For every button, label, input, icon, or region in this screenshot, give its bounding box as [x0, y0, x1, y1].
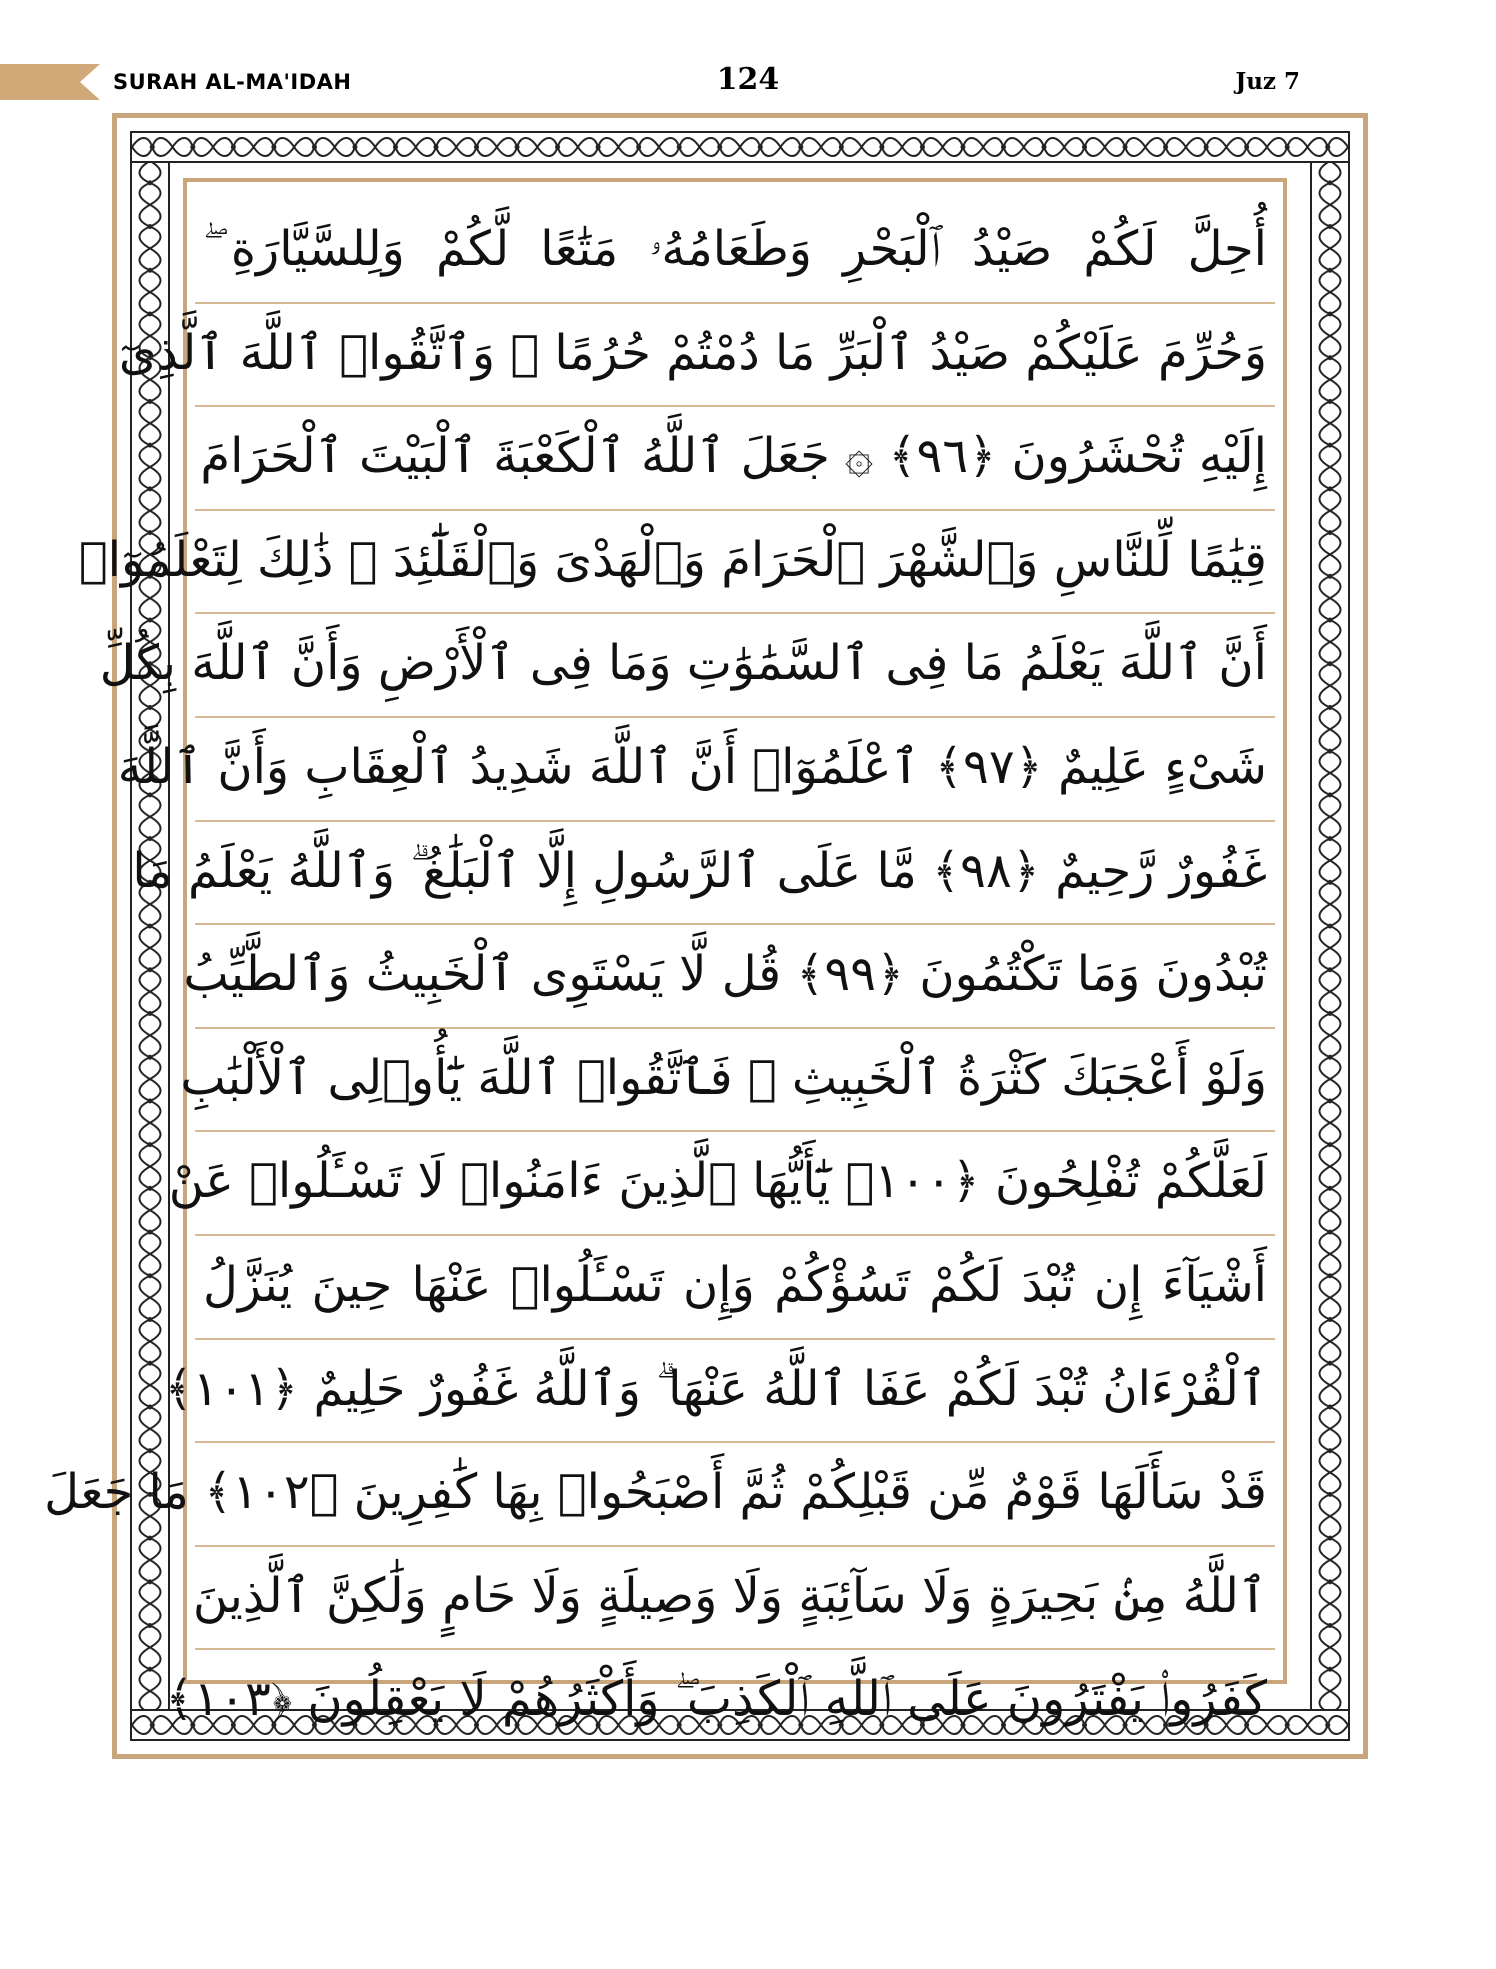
text-line: قِيَٰمًا لِّلنَّاسِ وَٱلشَّهْرَ ٱلْحَرَامَ وَٱلْهَدْىَ وَٱلْقَلَٰٓئِدَ ۚ ذَٰلِكَ لِتَعْلَمُوٓا۟ — [195, 511, 1275, 615]
text-line: ٱللَّهُ مِنۢ بَحِيرَةٍ وَلَا سَآئِبَةٍ وَلَا وَصِيلَةٍ وَلَا حَامٍ وَلَٰكِنَّ ٱلَّذِينَ — [195, 1547, 1275, 1651]
text-line: أُحِلَّ لَكُمْ صَيْدُ ٱلْبَحْرِ وَطَعَامُهُۥ مَتَٰعًا لَّكُمْ وَلِلسَّيَّارَةِ ۖ — [195, 200, 1275, 304]
surah-title: SURAH AL-MA'IDAH — [113, 70, 352, 94]
ornament-band-right — [1310, 161, 1348, 1711]
page-frame — [44, 113, 1368, 1759]
text-line: قَدْ سَأَلَهَا قَوْمٌ مِّن قَبْلِكُمْ ثُمَّ أَصْبَحُوا۟ بِهَا كَٰفِرِينَ ﴿١٠٢﴾ مَا جَعَلَ — [195, 1443, 1275, 1547]
ornament-band-top — [132, 133, 1348, 163]
text-line: غَفُورٌ رَّحِيمٌ ﴿٩٨﴾ مَّا عَلَى ٱلرَّسُولِ إِلَّا ٱلْبَلَٰغُ ۗ وَٱللَّهُ يَعْلَمُ مَا — [195, 822, 1275, 926]
juz-label: Juz 7 — [1235, 68, 1300, 95]
text-line: ٱلْقُرْءَانُ تُبْدَ لَكُمْ عَفَا ٱللَّهُ عَنْهَا ۗ وَٱللَّهُ غَفُورٌ حَلِيمٌ ﴿١٠١﴾ — [195, 1340, 1275, 1444]
page-header — [0, 60, 1496, 110]
page-number: 124 — [716, 62, 780, 97]
text-panel — [44, 178, 1287, 1728]
text-line: تُبْدُونَ وَمَا تَكْتُمُونَ ﴿٩٩﴾ قُل لَّا يَسْتَوِى ٱلْخَبِيثُ وَٱلطَّيِّبُ — [195, 925, 1275, 1029]
text-line: كَفَرُوا۟ يَفْتَرُونَ عَلَى ٱللَّهِ ٱلْكَذِبَ ۖ وَأَكْثَرُهُمْ لَا يَعْقِلُونَ ﴿١٠٣﴾ — [165, 1671, 1267, 1728]
text-line: شَىْءٍ عَلِيمٌ ﴿٩٧﴾ ٱعْلَمُوٓا۟ أَنَّ ٱللَّهَ شَدِيدُ ٱلْعِقَابِ وَأَنَّ ٱللَّهَ — [195, 718, 1275, 822]
text-line: وَلَوْ أَعْجَبَكَ كَثْرَةُ ٱلْخَبِيثِ ۚ فَٱتَّقُوا۟ ٱللَّهَ يَٰٓأُو۟لِى ٱلْأَلْبَٰبِ — [195, 1029, 1275, 1133]
text-line: أَشْيَآءَ إِن تُبْدَ لَكُمْ تَسُؤْكُمْ وَإِن تَسْـَٔلُوا۟ عَنْهَا حِينَ يُنَزَّلُ — [195, 1236, 1275, 1340]
text-line: لَعَلَّكُمْ تُفْلِحُونَ ﴿١٠٠﴾ يَٰٓأَيُّهَا ٱلَّذِينَ ءَامَنُوا۟ لَا تَسْـَٔلُوا۟ عَنْ — [195, 1132, 1275, 1236]
verse-lines — [44, 200, 1275, 1754]
text-line: إِلَيْهِ تُحْشَرُونَ ﴿٩٦﴾ ۞ جَعَلَ ٱللَّهُ ٱلْكَعْبَةَ ٱلْبَيْتَ ٱلْحَرَامَ — [195, 407, 1275, 511]
text-line: أَنَّ ٱللَّهَ يَعْلَمُ مَا فِى ٱلسَّمَٰوَٰتِ وَمَا فِى ٱلْأَرْضِ وَأَنَّ ٱللَّهَ بِكُلِّ — [195, 614, 1275, 718]
text-line: وَحُرِّمَ عَلَيْكُمْ صَيْدُ ٱلْبَرِّ مَا دُمْتُمْ حُرُمًا ۗ وَٱتَّقُوا۟ ٱللَّهَ ٱلَّذِىٓ — [195, 304, 1275, 408]
